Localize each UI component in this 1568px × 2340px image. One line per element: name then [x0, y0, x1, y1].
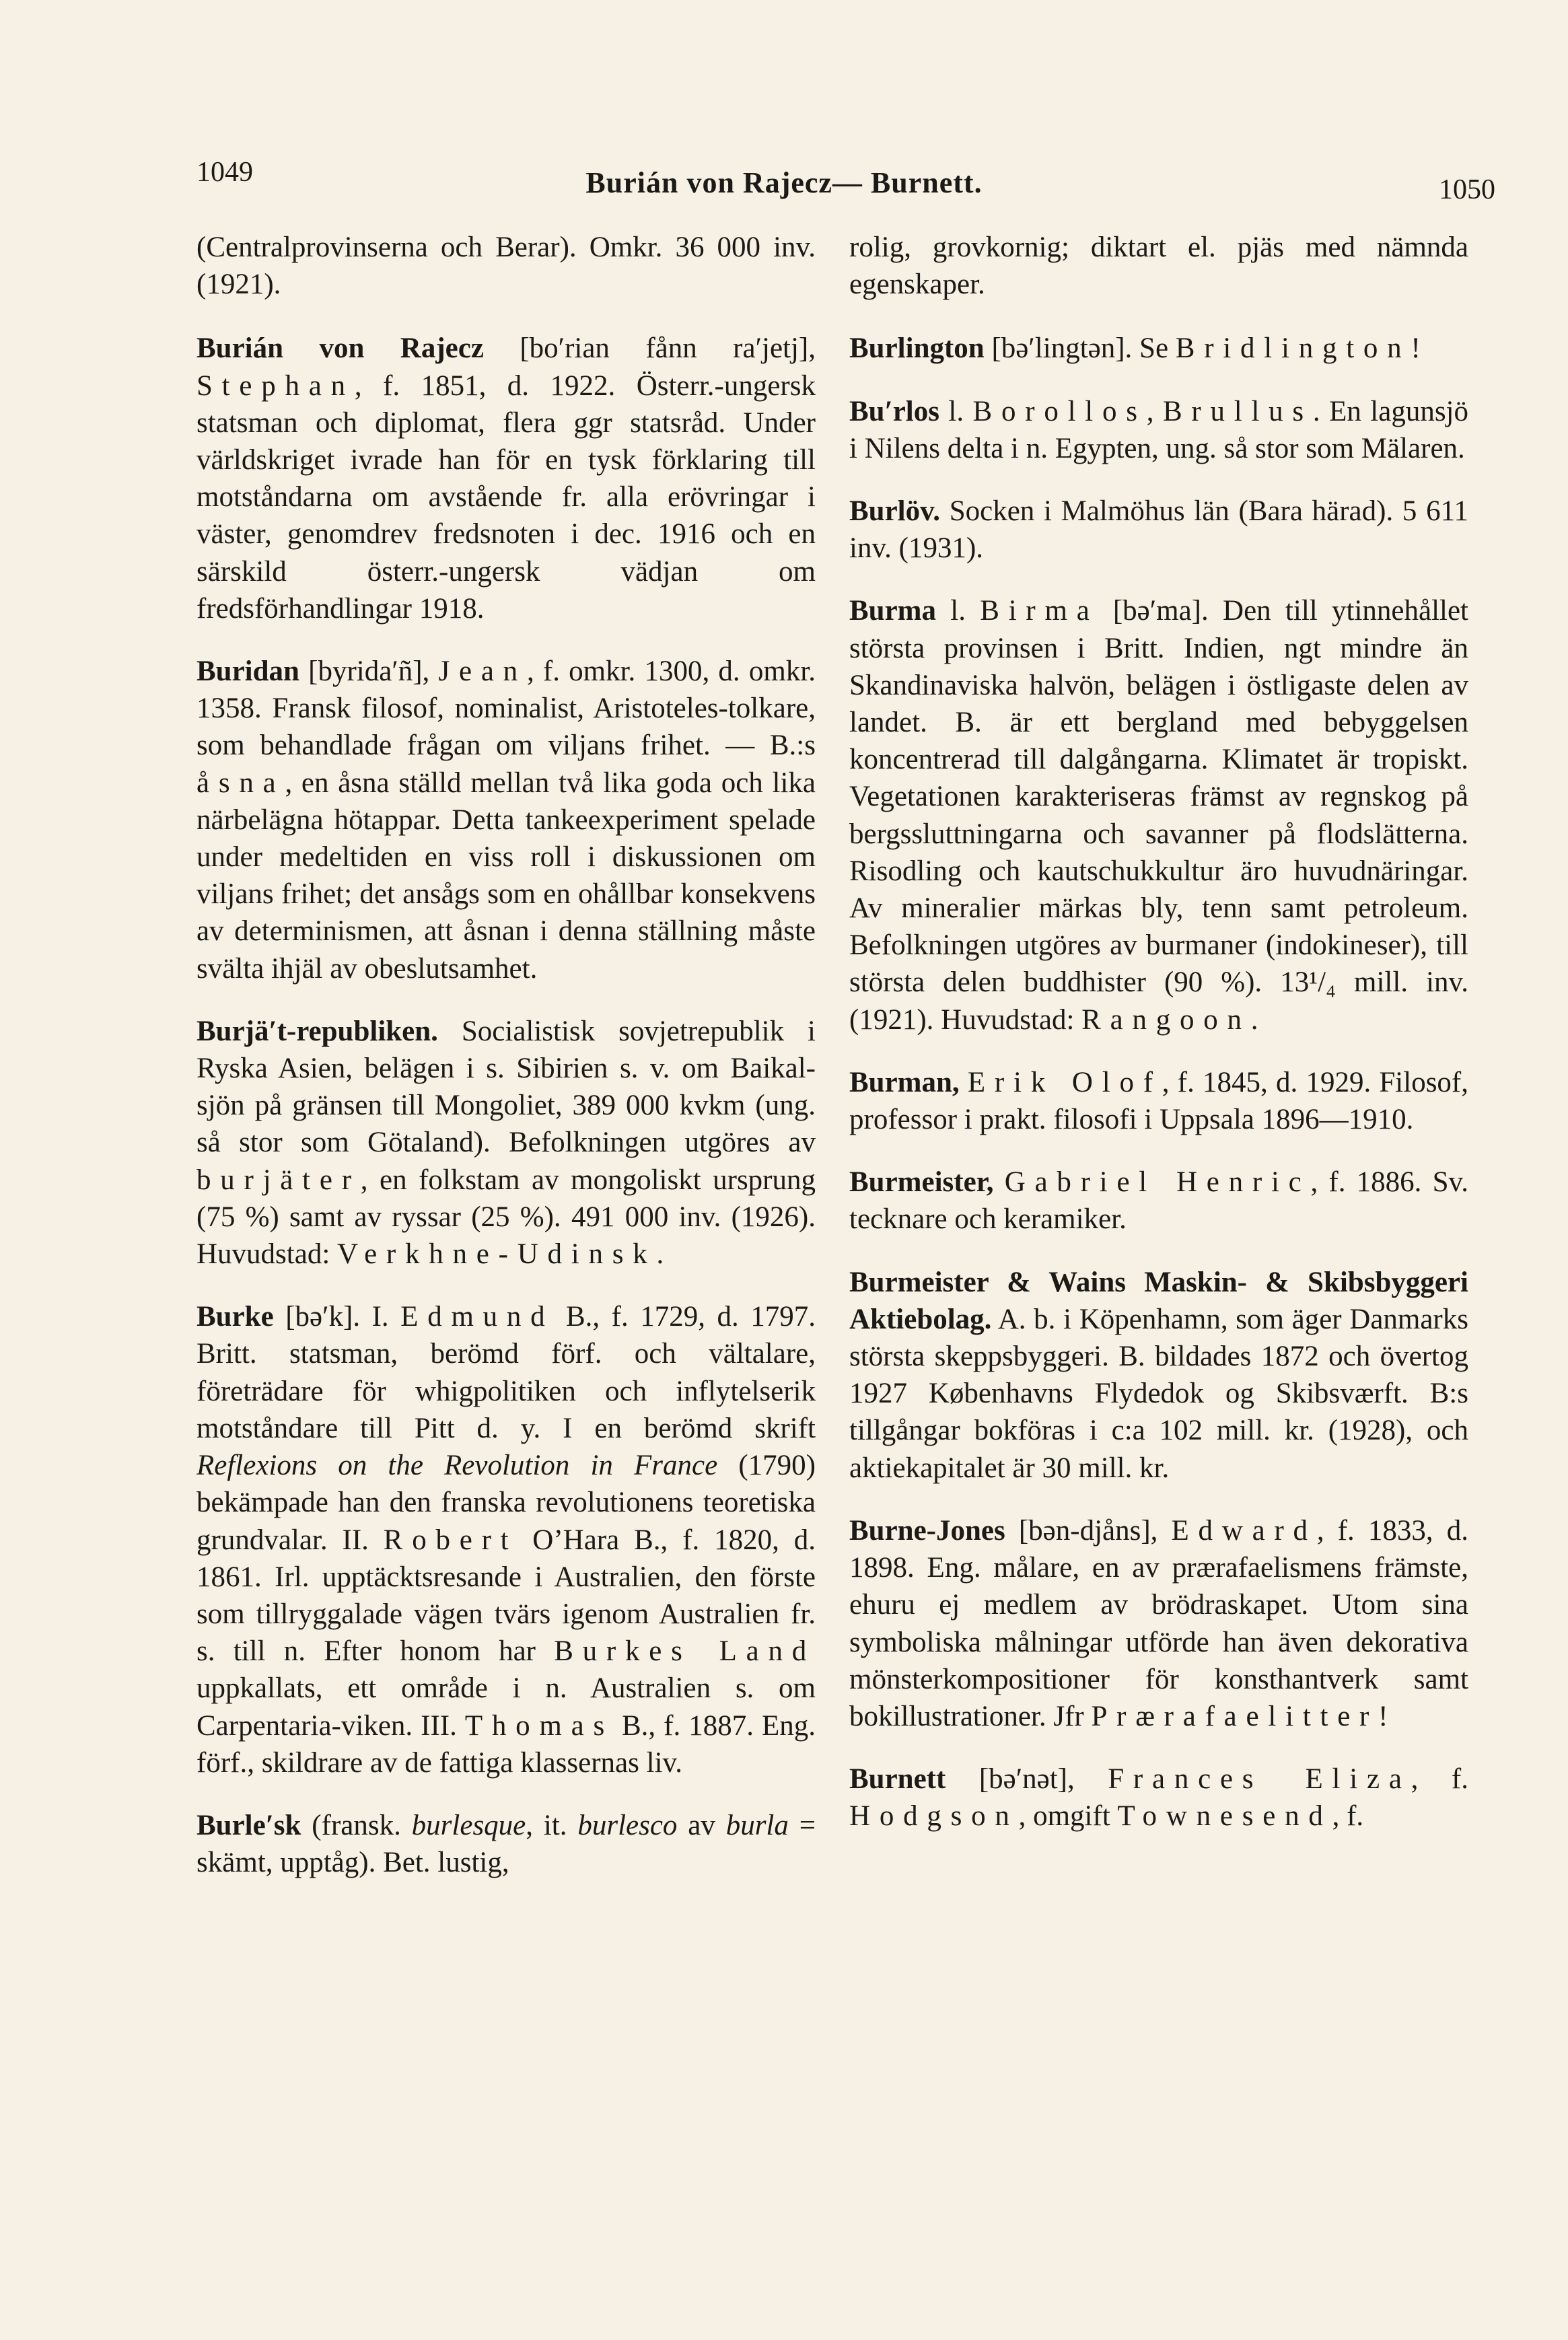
entry-buridan: [197, 653, 816, 987]
running-title: Burián von Rajecz— Burnett.: [585, 166, 983, 199]
cross-reference: Bridlington: [1175, 332, 1411, 365]
person-name: Robert: [383, 1524, 518, 1556]
entry-text: uppkallats, ett område i n. Australien s. om Carpentaria-viken. III.: [197, 1672, 816, 1742]
entry-text: , f.: [1411, 1763, 1468, 1796]
headword: Burjä′t-republiken.: [197, 1015, 438, 1047]
entry-text: . En lagunsjö i Nilens delta i n. Egypten, ung. så stor som Mälaren.: [849, 395, 1469, 464]
entry-text: , it.: [526, 1809, 578, 1841]
entry-burnett: [849, 1761, 1468, 1835]
headword: Burne-Jones: [849, 1514, 1005, 1547]
entry-burlesk: [197, 1807, 816, 1881]
headword: Burlington: [849, 332, 985, 365]
term: åsna: [197, 767, 285, 799]
entry-text: A. b. i Köpenhamn, som äger Danmarks största skeppsbyggeri. B. bildades 1872 och övertog 1927 Københavns Flydedok og Skibsværft. B:s tillgångar bokföras i c:a 102 mill. kr. (1928), och aktiekapitalet är 30 mill. kr.: [849, 1303, 1468, 1484]
entry-text: av: [677, 1809, 726, 1841]
right-column: [849, 229, 1468, 1861]
entry-burian: [197, 330, 816, 627]
entry-text: , f. 1833, d. 1898. Eng. målare, en av prærafaelismens främste, ehuru ej medlem av brödraskapet. Utom sina symboliska målningar utförde han även dekorativa mönsterkompositioner för konsthantverk samt bokillustrationer. Jfr: [849, 1514, 1468, 1732]
entry-burlington: [849, 330, 1468, 367]
entry-burman: [849, 1064, 1468, 1138]
right-page-number: 1050: [1439, 174, 1495, 205]
headword: Burmeister,: [849, 1166, 994, 1199]
entry-text: ,: [1146, 395, 1163, 427]
pronunciation: [bə′nət],: [946, 1763, 1108, 1796]
entry-text: .: [656, 1238, 664, 1271]
entry-burmeister: [849, 1164, 1468, 1238]
pronunciation: [bən-djåns],: [1005, 1514, 1172, 1547]
place-name: Burkes Land: [554, 1635, 816, 1668]
entry-text: , f.: [1332, 1800, 1364, 1833]
left-column: [197, 229, 816, 1907]
person-name: Edmund: [400, 1301, 555, 1333]
person-name: Gabriel Henric: [1004, 1166, 1311, 1199]
entry-text: B., f. 1887. Eng. förf., skildrare av de fattiga klassernas liv.: [197, 1709, 816, 1779]
alt-name: Borollos: [972, 395, 1147, 427]
foreign-word: burlesco: [577, 1809, 678, 1841]
pronunciation: [bə′k]. I.: [273, 1301, 401, 1333]
capital-name: Verkhne-Udinsk: [337, 1238, 657, 1271]
entry-text: , en folkstam av mongoliskt ursprung (75 %) samt av ryssar (25 %). 491 000 inv. (1926). Huvudstad:: [197, 1164, 816, 1271]
entry-burlos: [849, 393, 1468, 467]
entry-text: !: [1411, 332, 1421, 365]
person-name: Jean: [438, 655, 527, 688]
continuation-text: (Centralprovinserna och Berar). Omkr. 36 000 inv. (1921).: [197, 232, 816, 301]
entry-text: , en åsna ställd mellan två lika goda och lika närbelägna hötappar. Detta tankeexperiment spelade under medeltiden en viss roll i diskussionen om viljans frihet; det ansågs som en ohållbar konsekvens av determinismen, att åsnan i denna ställning måste svälta ihjäl av obeslutsamhet.: [197, 767, 816, 985]
entry-text: (1790) bekämpade han den franska revolutionens teoretiska grundvalar. II.: [197, 1450, 816, 1556]
entry-text: O’Hara B., f. 1820, d. 1861. Irl. upptäcktsresande i Australien, den förste som tillryggalade vägen tvärs igenom Australien fr. s. till n. Efter honom har: [197, 1524, 816, 1668]
entry-text: (fransk.: [301, 1809, 412, 1841]
entry-text: [bə′ma]. Den till ytinnehållet största provinsen i Britt. Indien, ngt mindre än Skandinaviska halvön, belägen i östligaste delen av landet. B. är ett bergland med bebyggelsen koncentrerad till dalgångarna. Klimatet är tropiskt. Vegetationen karakteriseras främst av regnskog på bergssluttningarna och savanner på flodslätterna. Risodling och kautschukkultur äro huvudnäringar. Av mineralier märkas bly, tenn samt petroleum. Befolkningen utgöres av burmaner (indokineser), till största delen buddhister (90 %). 13¹/₄ mill. inv. (1921). Huvudstad:: [849, 595, 1468, 1036]
entry-text: , f. 1845, d. 1929. Filosof, professor i prakt. filosofi i Uppsala 1896—1910.: [849, 1066, 1469, 1136]
foreign-word: burlesque: [411, 1809, 526, 1841]
term: burjäter: [197, 1164, 361, 1196]
entry-text: , omgift: [1018, 1800, 1118, 1833]
pronunciation: [byrida′ñ],: [299, 655, 439, 688]
person-name: Frances Eliza: [1108, 1763, 1411, 1796]
headword: Bu′rlos: [849, 395, 939, 427]
headword: Burle′sk: [197, 1809, 301, 1841]
entry-burmeister-wain: [849, 1264, 1468, 1487]
entry-text: , f. 1851, d. 1922. Österr.-ungersk statsman och diplomat, flera ggr statsråd. Under världskriget ivrade han för en tysk förklaring till motståndarna om avstående fr. alla erövringar i väster, genomdrev fredsnoten i dec. 1916 och en särskild österr.-ungersk vädjan om fredsförhandlingar 1918.: [197, 369, 816, 625]
cross-reference: Prærafaelitter: [1091, 1700, 1379, 1732]
entry-text: l.: [939, 395, 973, 427]
entry-text: , f. 1886. Sv. tecknare och keramiker.: [849, 1166, 1468, 1236]
entry-text: = skämt, upptåg). Bet. lustig,: [197, 1809, 816, 1879]
person-name: Erik Olof: [967, 1066, 1162, 1098]
headword: Buridan: [197, 655, 299, 688]
alt-name: Brullus: [1162, 395, 1313, 427]
person-name: Hodgson: [849, 1800, 1019, 1833]
person-name: Thomas: [464, 1709, 614, 1742]
headword: Burke: [197, 1301, 274, 1333]
alt-name: Birma: [980, 595, 1099, 627]
headword: Burmeister & Wains Maskin- & Skibsbyggeri Aktiebolag.: [849, 1266, 1468, 1335]
continuation-text: rolig, grovkornig; diktart el. pjäs med nämnda egenskaper.: [849, 232, 1468, 301]
entry-burma: [849, 592, 1468, 1038]
capital-name: Rangoon: [1081, 1003, 1251, 1036]
entry-text: l.: [936, 595, 981, 627]
pronunciation: [bə′lingtən]. Se: [984, 332, 1176, 365]
headword: Burián von Rajecz: [197, 332, 484, 365]
entry-text: , f. omkr. 1300, d. omkr. 1358. Fransk filosof, nominalist, Aristoteles-tolkare, som behandlade frågan om viljans frihet. — B.:s: [197, 655, 816, 762]
foreign-word: burla: [725, 1809, 789, 1841]
headword: Burma: [849, 595, 936, 627]
headword: Burnett: [849, 1763, 946, 1796]
book-title: Reflexions on the Revolution in France: [197, 1450, 718, 1482]
entry-burne-jones: [849, 1512, 1468, 1735]
headword: Burman,: [849, 1066, 960, 1098]
entry-burjat: [197, 1013, 816, 1273]
entry-text: Socken i Malmöhus län (Bara härad). 5 611 inv. (1931).: [849, 495, 1468, 565]
person-name: Edward: [1171, 1514, 1317, 1547]
entry-text: !: [1378, 1700, 1388, 1732]
pronunciation: [bo′rian fånn ra′jetj],: [483, 332, 816, 365]
person-name: Stephan: [197, 369, 355, 402]
headword: Burlöv.: [849, 495, 941, 528]
left-page-number: 1049: [197, 157, 253, 188]
person-name: Townesend: [1117, 1800, 1332, 1833]
entry-text: Socialistisk sovjetrepublik i Ryska Asien, belägen i s. Sibirien s. v. om Baikal-sjön på gränsen till Mongoliet, 389 000 kvkm (ung. så stor som Götaland). Befolkningen utgöres av: [197, 1015, 816, 1159]
entry-burke: [197, 1298, 816, 1781]
entry-text: B., f. 1729, d. 1797. Britt. statsman, berömd förf. och vältalare, företrädare för whigpolitiken och inflytelserik motståndare till Pitt d. y. I en berömd skrift: [197, 1301, 816, 1444]
entry-text: .: [1250, 1003, 1258, 1036]
entry-burlov: [849, 493, 1468, 567]
